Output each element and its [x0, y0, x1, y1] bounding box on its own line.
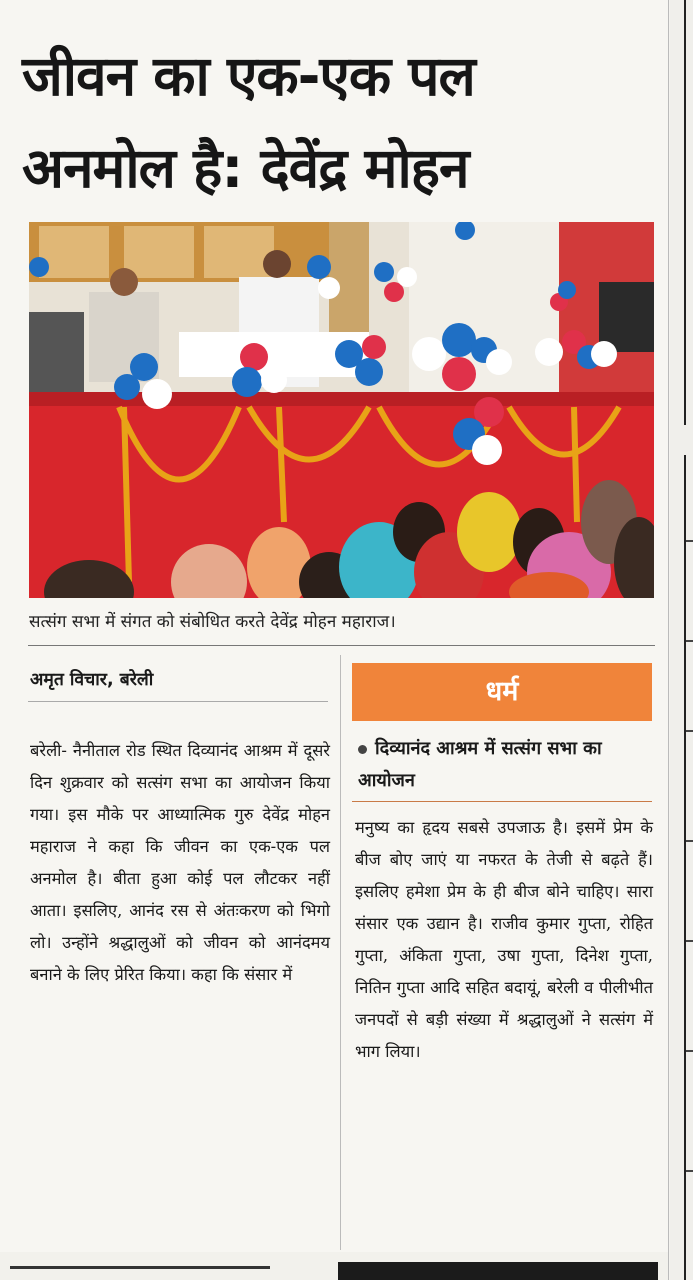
headline [22, 30, 652, 214]
bullet-icon [358, 745, 367, 754]
article-text-right: मनुष्य का हृदय सबसे उपजाऊ है। इसमें प्रेम के बीज बोए जाएं या नफरत के तेजी से बढ़ते हैं। इसलिए हमेशा प्रेम के ही बीज बोने चाहिए। सारा संसार एक उद्यान है। राजीव कुमार गुप्ता, रोहित गुप्ता, अंकिता गुप्ता, उषा गुप्ता, दिनेश गुप्ता, नितिन गुप्ता आदि सहित बदायूं, बरेली व पीलीभीत जनपदों से बड़ी संख्या में श्रद्धालुओं ने सत्संग में भाग लिया। [355, 818, 653, 1061]
edge-tick [686, 840, 693, 842]
edge-tick [686, 640, 693, 642]
byline: अमृत विचार, बरेली [30, 670, 154, 690]
column-divider [340, 655, 341, 1250]
headline-line-2: अनमोल है: देवेंद्र मोहन [22, 136, 469, 200]
subheading-rule [352, 801, 652, 802]
edge-rule [684, 0, 686, 425]
edge-tick [686, 730, 693, 732]
news-photo [29, 222, 654, 598]
satsang-stage-photo [29, 222, 654, 598]
edge-tick [686, 1050, 693, 1052]
subheading [358, 733, 658, 797]
cropped-dark-block [338, 1262, 658, 1280]
edge-rule [684, 455, 686, 1280]
headline-line-1: जीवन का एक-एक पल [22, 44, 475, 108]
cropped-text-fragment [10, 1266, 270, 1275]
section-tag: धर्म [352, 663, 652, 721]
next-article-fragment [0, 1252, 668, 1280]
article-column-right [355, 812, 653, 1068]
article-column-left [30, 735, 330, 991]
photo-caption: सत्संग सभा में संगत को संबोधित करते देवेंद्र मोहन महाराज। [29, 612, 396, 632]
subheading-text: दिव्यानंद आश्रम में सत्संग सभा का आयोजन [358, 738, 602, 791]
edge-tick [686, 1170, 693, 1172]
edge-tick [686, 540, 693, 542]
separator-rule [28, 645, 655, 646]
article-text-left: बरेली- नैनीताल रोड स्थित दिव्यानंद आश्रम में दूसरे दिन शुक्रवार को सत्संग सभा का आयोजन किया गया। इस मौके पर आध्यात्मिक गुरु देवेंद्र मोहन महाराज ने कहा कि जीवन का एक-एक पल अनमोल है। बीता हुआ कोई पल लौटकर नहीं आता। इसलिए, आनंद रस से अंतःकरण को भिगो लो। उन्होंने श्रद्धालुओं को जीवन को आनंदमय बनाने के लिए प्रेरित किया। कहा कि संसार में [30, 741, 330, 984]
edge-tick [686, 940, 693, 942]
adjacent-page-edge [670, 0, 693, 1280]
byline-rule [28, 701, 328, 702]
